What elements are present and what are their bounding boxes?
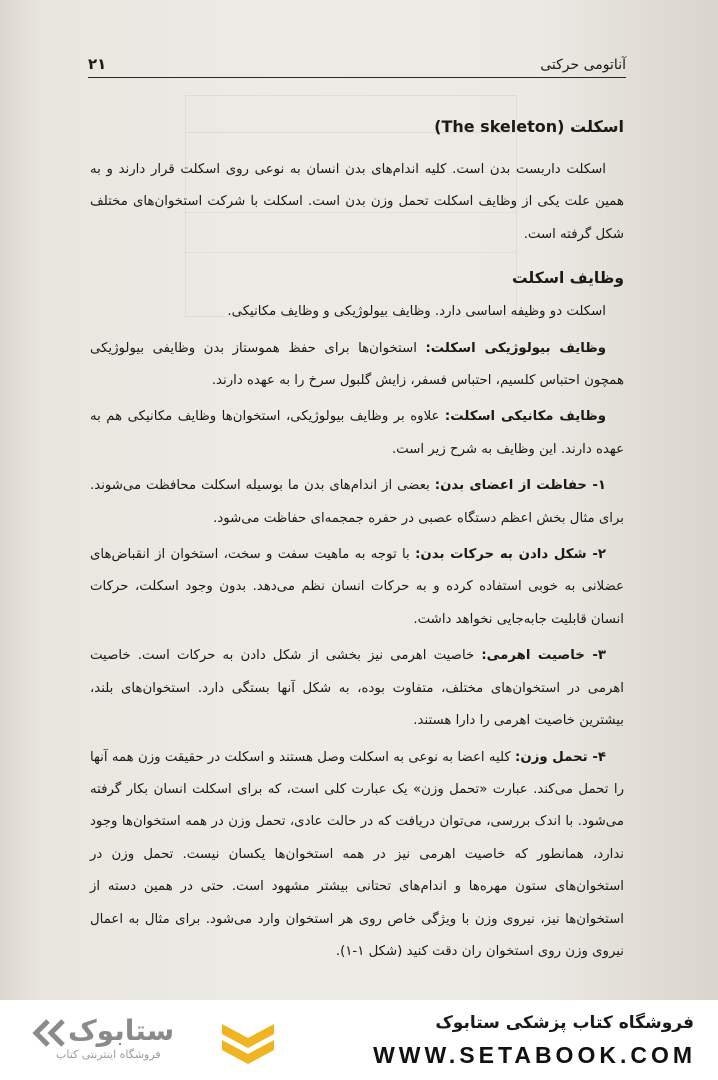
logo-wordmark: ستابوک bbox=[68, 1014, 175, 1047]
functions-heading: وظایف اسکلت bbox=[511, 269, 624, 288]
bio-text: استخوان‌ها برای حفظ هموستاز بدن وظایفی بیولوژیکی همچون احتباس کلسیم، احتباس فسفر، زایش گلبول سرخ را به عهده دارند. bbox=[90, 340, 624, 389]
chevron-logo-icon bbox=[218, 1016, 278, 1068]
bio-label: وظایف بیولوژیکی اسکلت: bbox=[425, 340, 607, 356]
item-text: کلیه اعضا به نوعی به اسکلت وصل هستند و اسکلت در حقیقت وزن همه آنها را تحمل می‌کند. عبارت «تحمل وزن» یک عبارت کلی است، که برای اسکلت انسان بکار گرفته می‌شود. با اندک بررسی، می‌توان دریافت که در حالت عادی، تحمل وزن در همه استخوان‌ها وجود ندارد، همانطور که خاصیت اهرمی نیز در همه استخوان‌ها یکسان نیست. تحمل وزن در استخوان‌های ستون مهره‌ها و اندام‌های تحتانی بیشتر مشهود است. حتی در همین دسته از استخوان‌ها نیز، نیروی وزن با ویژگی خاص روی هر استخوان وارد می‌شود. برای مثال به اعمال نیروی وزن روی استخوان ران دقت کنید (شکل ۱-۱). bbox=[90, 749, 624, 959]
item-text: خاصیت اهرمی نیز بخشی از شکل دادن به حرکات است. خاصیت اهرمی در استخوان‌های مختلف، متفاوت بوده، به شکل آنها بستگی دارد. استخوان‌های بلند، بیشترین خاصیت اهرمی را دارا هستند. bbox=[90, 648, 624, 729]
functions-intro: اسکلت دو وظیفه اساسی دارد. وظایف بیولوژیکی و وظایف مکانیکی. bbox=[227, 304, 606, 320]
mech-text: علاوه بر وظایف بیولوژیکی، استخوان‌ها وظایف مکانیکی هم به عهده دارند. این وظایف به شرح زیر است. bbox=[90, 409, 624, 457]
intro-paragraph: اسکلت داربست بدن است. کلیه اندام‌های بدن انسان به نوعی روی اسکلت قرار دارند و به همین علت یکی از وظایف اسکلت تحمل وزن بدن است. اسکلت با شرکت استخوان‌های مختلف شکل گرفته است. bbox=[90, 162, 624, 242]
item-label: ۴- تحمل وزن: bbox=[515, 749, 606, 765]
mech-label: وظایف مکانیکی اسکلت: bbox=[444, 409, 606, 425]
item-lever bbox=[90, 640, 624, 737]
store-banner bbox=[0, 1000, 718, 1080]
store-url-link[interactable]: WWW.SETABOOK.COM bbox=[373, 1042, 696, 1068]
bio-paragraph bbox=[90, 333, 624, 398]
store-name: فروشگاه کتاب پزشکی ستابوک bbox=[435, 1013, 694, 1033]
running-header bbox=[88, 50, 626, 78]
item-text: بعضی از اندام‌های بدن ما بوسیله اسکلت محافظت می‌شوند. برای مثال بخش اعظم دستگاه عصبی در حفره جمجمه‌ای حفاظت می‌شود. bbox=[90, 478, 624, 526]
double-arrow-icon bbox=[32, 1018, 68, 1048]
page-number: ۲۱ bbox=[88, 55, 107, 73]
section-title: اسکلت (The skeleton) bbox=[434, 117, 624, 136]
item-label: ۲- شکل دادن به حرکات بدن: bbox=[415, 547, 606, 563]
store-logo[interactable] bbox=[26, 1014, 276, 1066]
item-text: با توجه به ماهیت سفت و سخت، استخوان از انقباض‌های عضلانی به خوبی استفاده کرده و به حرکات انسان نظم می‌دهد. بدون وجود اسکلت، حرکات انسان قابلیت جابه‌جایی نخواهد داشت. bbox=[90, 547, 624, 627]
logo-tagline: فروشگاه اینترنتی کتاب bbox=[56, 1048, 161, 1061]
item-label: ۳- خاصیت اهرمی: bbox=[481, 648, 606, 664]
item-protection bbox=[90, 470, 624, 535]
mech-paragraph bbox=[90, 401, 624, 466]
chapter-title: آناتومی حرکتی bbox=[540, 57, 626, 73]
page-body bbox=[90, 112, 624, 972]
item-weight-bearing bbox=[90, 742, 624, 969]
item-label: ۱- حفاظت از اعضای بدن: bbox=[434, 478, 606, 494]
item-movement bbox=[90, 539, 624, 636]
